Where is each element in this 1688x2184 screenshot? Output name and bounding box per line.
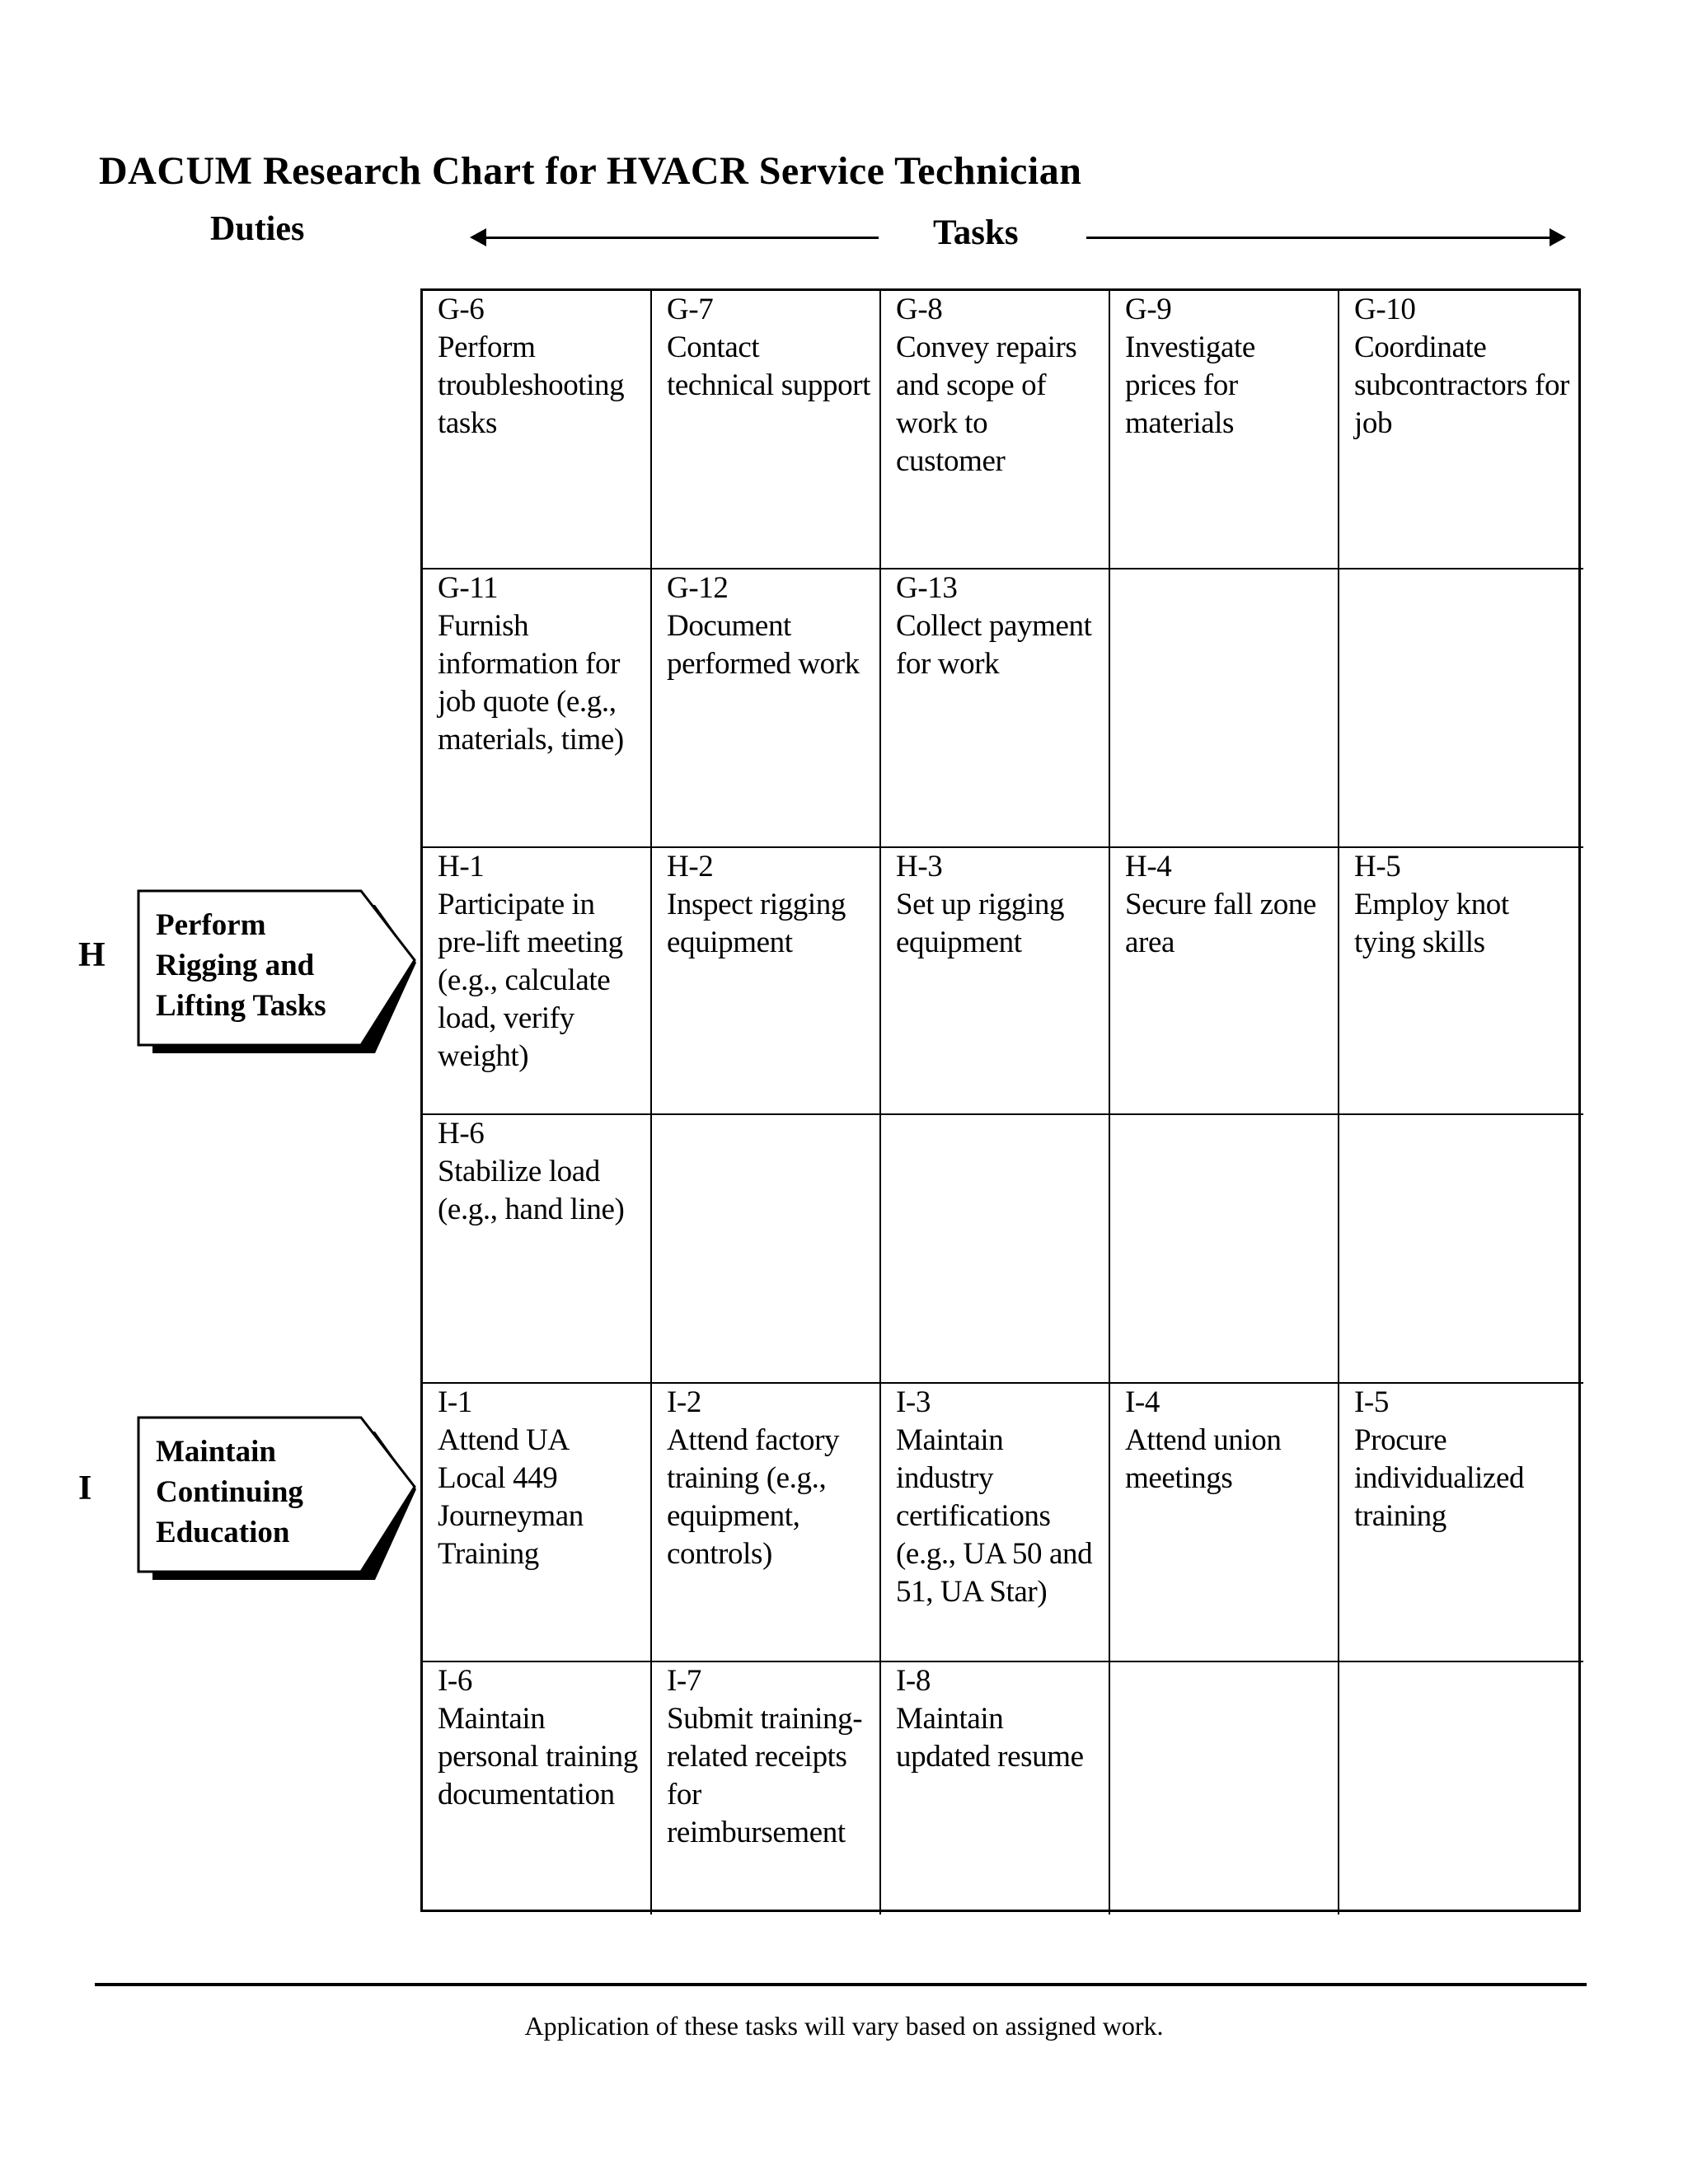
duties-header: Duties	[210, 210, 305, 248]
task-description: Coordinate subcontractors for job	[1354, 330, 1569, 440]
task-code: H-5	[1354, 850, 1401, 883]
task-code: G-13	[896, 571, 958, 605]
task-cell	[423, 291, 652, 569]
duty-letter: I	[78, 1469, 92, 1507]
task-cell	[423, 848, 652, 1115]
task-description: Secure fall zone area	[1125, 888, 1316, 959]
task-description: Attend union meetings	[1125, 1423, 1282, 1495]
task-description: Participate in pre-lift meeting (e.g., calculate load, verify weight)	[438, 888, 623, 1073]
task-code: I-3	[896, 1385, 931, 1419]
tasks-arrow-left-line	[476, 237, 879, 239]
empty-task-cell	[1339, 569, 1583, 848]
task-grid	[420, 288, 1581, 1912]
task-code: G-11	[438, 571, 499, 605]
task-code: G-7	[667, 293, 714, 326]
task-cell	[1339, 848, 1583, 1115]
empty-task-cell	[652, 1115, 881, 1384]
task-code: G-12	[667, 571, 729, 605]
task-cell	[881, 1384, 1110, 1662]
duty-title-line: Education	[156, 1516, 290, 1549]
task-code: I-7	[667, 1664, 701, 1698]
empty-task-cell	[1339, 1115, 1583, 1384]
duty-title-line: Perform	[156, 908, 266, 942]
task-code: I-6	[438, 1664, 472, 1698]
page-title: DACUM Research Chart for HVACR Service Technician	[99, 149, 1082, 193]
task-cell	[652, 848, 881, 1115]
task-description: Maintain personal training documentation	[438, 1702, 638, 1811]
task-cell	[423, 1662, 652, 1915]
task-code: H-3	[896, 850, 943, 883]
duty-letter: H	[78, 936, 106, 974]
task-description: Perform troubleshooting tasks	[438, 330, 625, 440]
task-code: I-5	[1354, 1385, 1389, 1419]
task-code: I-4	[1125, 1385, 1160, 1419]
duty-card	[136, 888, 416, 1062]
task-code: G-10	[1354, 293, 1416, 326]
task-cell	[1110, 291, 1339, 569]
duty-title-line: Continuing	[156, 1475, 303, 1509]
task-cell	[652, 1662, 881, 1915]
task-code: G-6	[438, 293, 485, 326]
task-description: Convey repairs and scope of work to customer	[896, 330, 1077, 478]
tasks-arrow-right-icon	[1550, 228, 1566, 246]
task-cell	[881, 291, 1110, 569]
empty-task-cell	[1110, 569, 1339, 848]
task-code: H-6	[438, 1117, 485, 1151]
task-description: Employ knot tying skills	[1354, 888, 1509, 959]
task-code: I-2	[667, 1385, 701, 1419]
task-description: Maintain updated resume	[896, 1702, 1084, 1774]
tasks-header: Tasks	[933, 213, 1019, 252]
task-code: I-8	[896, 1664, 931, 1698]
duty-title-line: Maintain	[156, 1435, 276, 1469]
duty-title-line: Rigging and	[156, 949, 315, 982]
task-cell	[423, 1115, 652, 1384]
task-cell	[1339, 291, 1583, 569]
task-description: Inspect rigging equipment	[667, 888, 846, 959]
task-cell	[652, 1384, 881, 1662]
task-cell	[1339, 1384, 1583, 1662]
task-cell	[652, 291, 881, 569]
task-description: Attend UA Local 449 Journeyman Training	[438, 1423, 584, 1571]
task-description: Document performed work	[667, 609, 860, 681]
empty-task-cell	[1110, 1662, 1339, 1915]
task-description: Submit training-related receipts for reimbursement	[667, 1702, 863, 1849]
task-code: I-1	[438, 1385, 472, 1419]
task-code: H-2	[667, 850, 714, 883]
empty-task-cell	[881, 1115, 1110, 1384]
task-description: Investigate prices for materials	[1125, 330, 1255, 440]
task-description: Collect payment for work	[896, 609, 1092, 681]
task-description: Stabilize load (e.g., hand line)	[438, 1155, 625, 1226]
task-code: H-4	[1125, 850, 1172, 883]
task-code: H-1	[438, 850, 485, 883]
empty-task-cell	[1110, 1115, 1339, 1384]
task-description: Furnish information for job quote (e.g., materials, time)	[438, 609, 624, 757]
footer-note: Application of these tasks will vary based on assigned work.	[524, 2011, 1164, 2041]
task-cell	[423, 1384, 652, 1662]
task-cell	[881, 569, 1110, 848]
task-description: Contact technical support	[667, 330, 870, 402]
task-cell	[1110, 848, 1339, 1115]
task-cell	[881, 1662, 1110, 1915]
duty-card	[136, 1415, 416, 1588]
duty-title-line: Lifting Tasks	[156, 989, 326, 1023]
empty-task-cell	[1339, 1662, 1583, 1915]
task-description: Set up rigging equipment	[896, 888, 1065, 959]
task-code: G-8	[896, 293, 943, 326]
task-description: Maintain industry certifications (e.g., UA 50 and 51, UA Star)	[896, 1423, 1093, 1609]
task-code: G-9	[1125, 293, 1172, 326]
task-cell	[1110, 1384, 1339, 1662]
task-cell	[652, 569, 881, 848]
task-cell	[423, 569, 652, 848]
tasks-arrow-right-line	[1086, 237, 1554, 239]
task-cell	[881, 848, 1110, 1115]
task-description: Attend factory training (e.g., equipment, controls)	[667, 1423, 840, 1571]
task-description: Procure individualized training	[1354, 1423, 1525, 1533]
footer-divider	[95, 1983, 1587, 1986]
